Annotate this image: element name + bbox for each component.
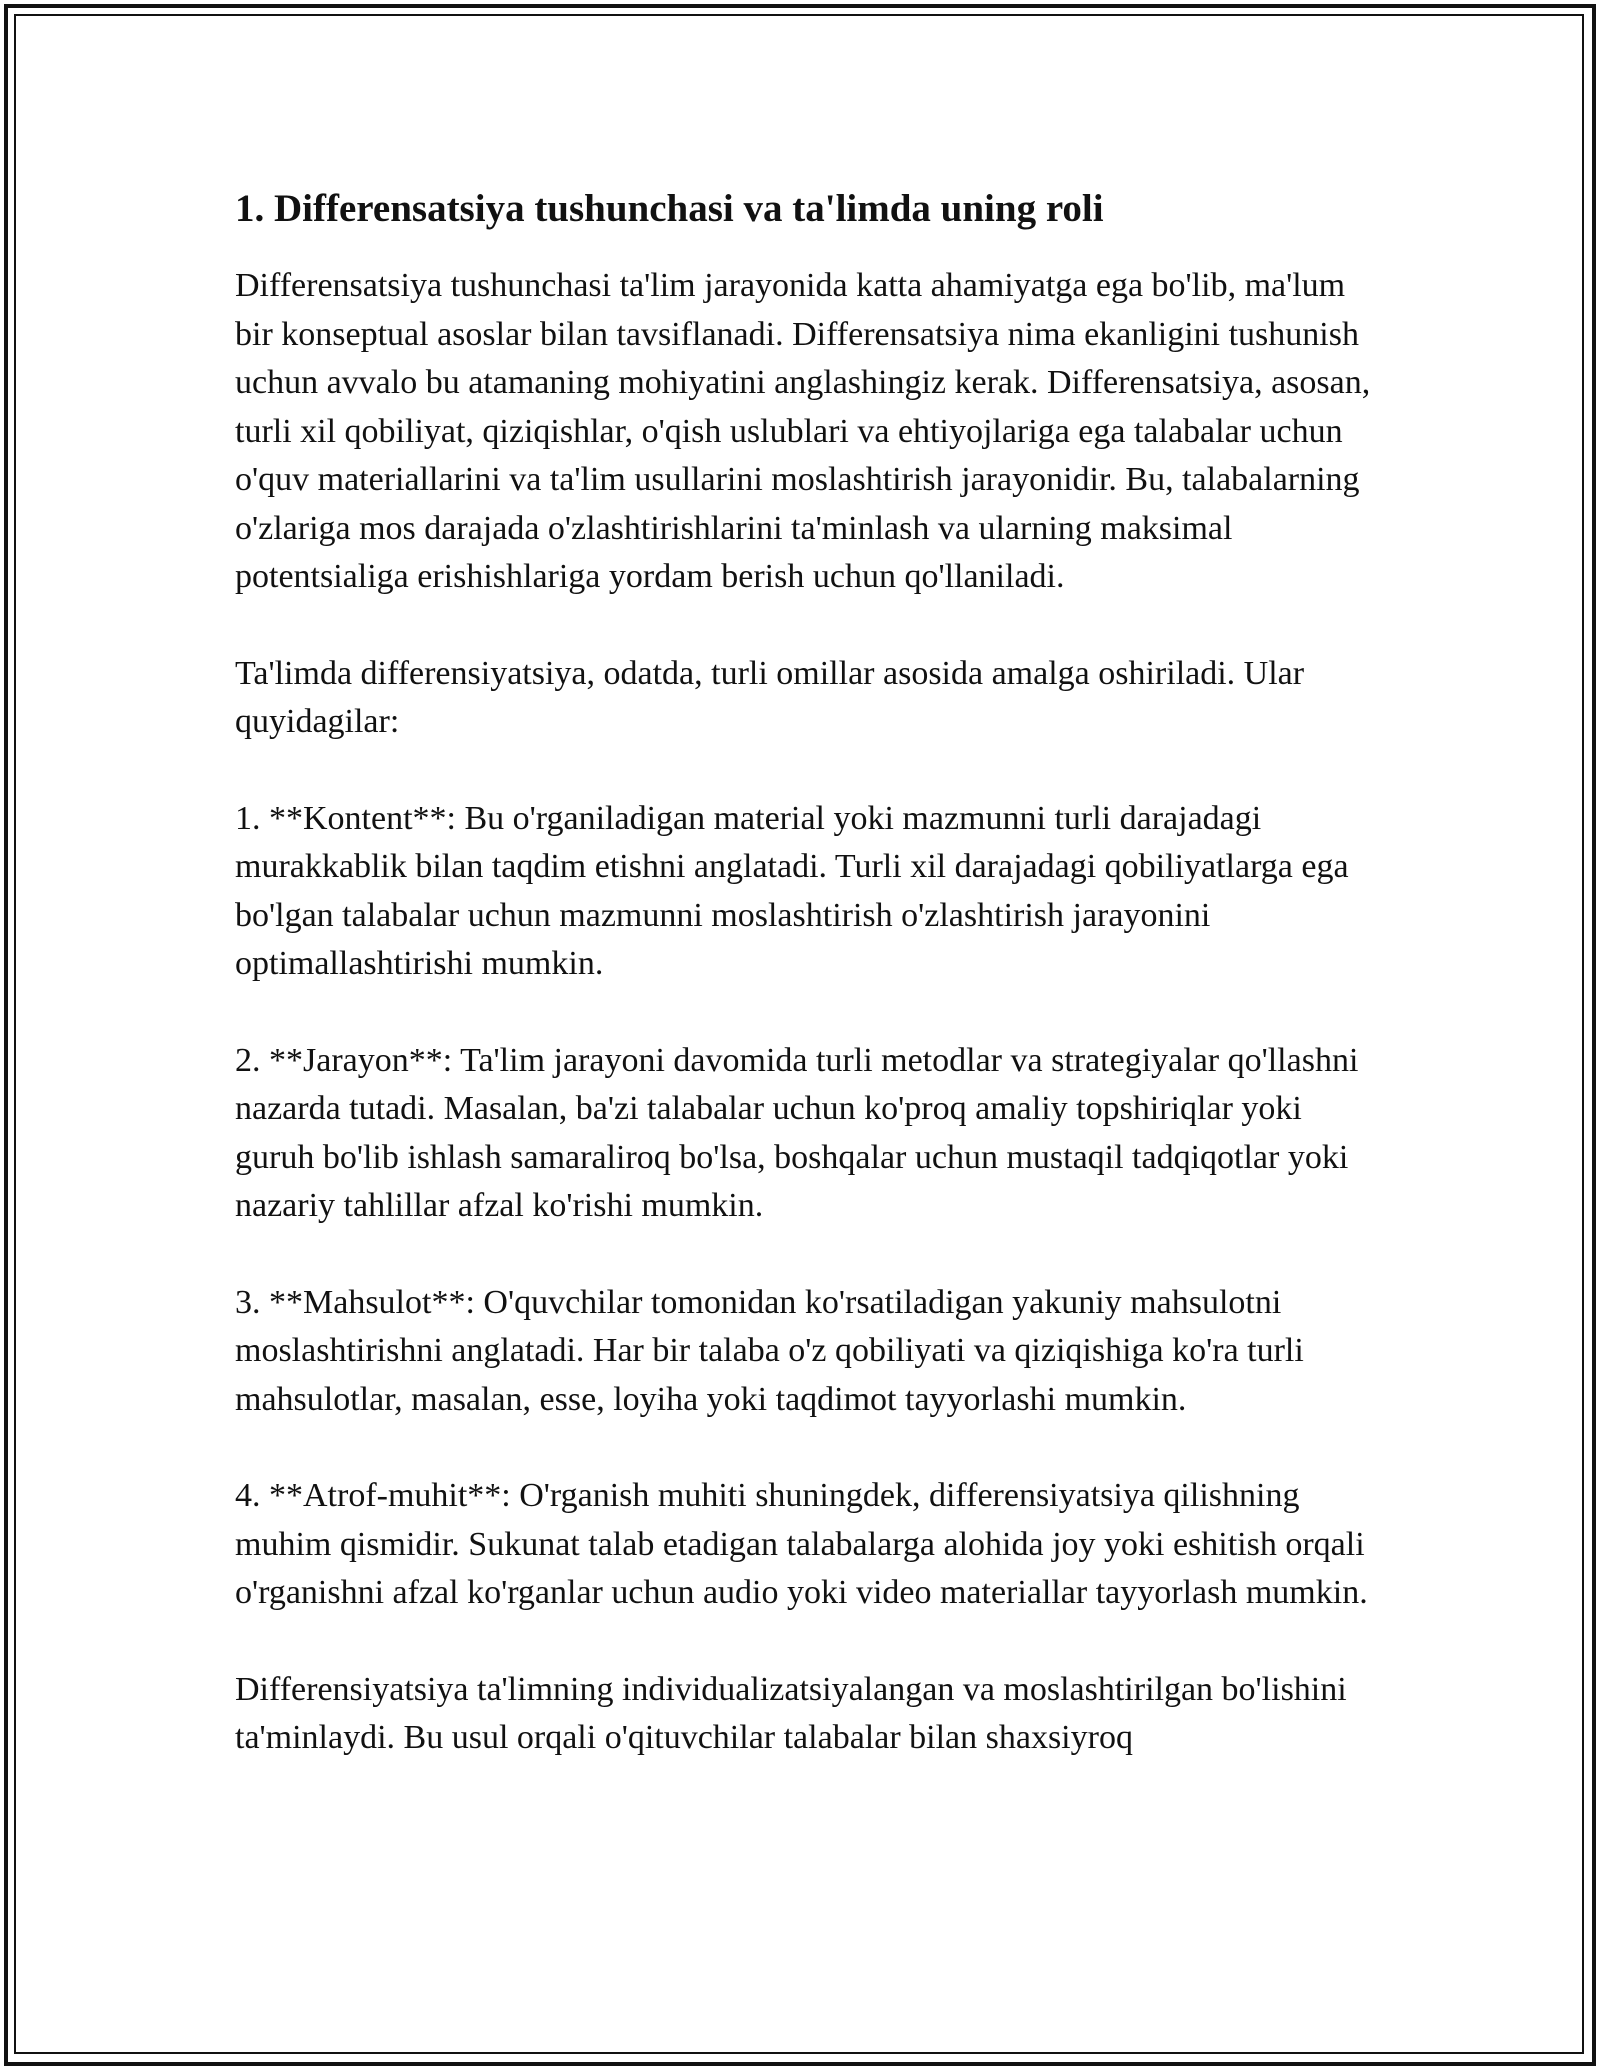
paragraph-factors-intro: Ta'limda differensiyatsiya, odatda, turli omillar asosida amalga oshiriladi. Ular quyidagilar: [235,654,1305,740]
list-item-environment: 4. **Atrof-muhit**: O'rganish muhiti shuningdek, differensiyatsiya qilishning muhim qismidir. Sukunat talab etadigan talabalarga alohida joy yoki eshitish orqali o'rganishni afzal ko'rganlar uchun audio yoki video materiallar tayyorlash mumkin. [235,1477,1368,1611]
paragraph-intro: Differensatsiya tushunchasi ta'lim jarayonida katta ahamiyatga ega bo'lib, ma'lum bir konseptual asoslar bilan tavsiflanadi. Differensatsiya nima ekanligini tushunish uchun avvalo bu atamaning mohiyatini anglashingiz kerak. Differensatsiya, asosan, turli xil qobiliyat, qiziqishlar, o'qish uslublari va ehtiyojlariga ega talabalar uchun o'quv materiallarini va ta'lim usullarini moslashtirish jarayonidir. Bu, talabalarning o'zlariga mos darajada o'zlashtirishlarini ta'minlash va ularning maksimal potentsialiga erishishlariga yordam berish uchun qo'llaniladi. [235,267,1371,595]
document-body [235,186,1385,1763]
paragraph-conclusion: Differensiyatsiya ta'limning individualizatsiyalangan va moslashtirilgan bo'lishini ta'minlaydi. Bu usul orqali o'qituvchilar talabalar bilan shaxsiyroq [235,1670,1347,1756]
list-item-content: 1. **Kontent**: Bu o'rganiladigan material yoki mazmunni turli darajadagi murakkablik bilan taqdim etishni anglatadi. Turli xil darajadagi qobiliyatlarga ega bo'lgan talabalar uchun mazmunni moslashtirish o'zlashtirish jarayonini optimallashtirishi mumkin. [235,799,1349,982]
section-heading: 1. Differensatsiya tushunchasi va ta'limda uning roli [235,187,1104,230]
list-item-process: 2. **Jarayon**: Ta'lim jarayoni davomida turli metodlar va strategiyalar qo'llashni nazarda tutadi. Masalan, ba'zi talabalar uchun ko'proq amaliy topshiriqlar yoki guruh bo'lib ishlash samaraliroq bo'lsa, boshqalar uchun mustaqil tadqiqotlar yoki nazariy tahlillar afzal ko'rishi mumkin. [235,1041,1359,1224]
list-item-product: 3. **Mahsulot**: O'quvchilar tomonidan ko'rsatiladigan yakuniy mahsulotni moslashtirishni anglatadi. Har bir talaba o'z qobiliyati va qiziqishiga ko'ra turli mahsulotlar, masalan, esse, loyiha yoki taqdimot tayyorlashi mumkin. [235,1283,1304,1418]
